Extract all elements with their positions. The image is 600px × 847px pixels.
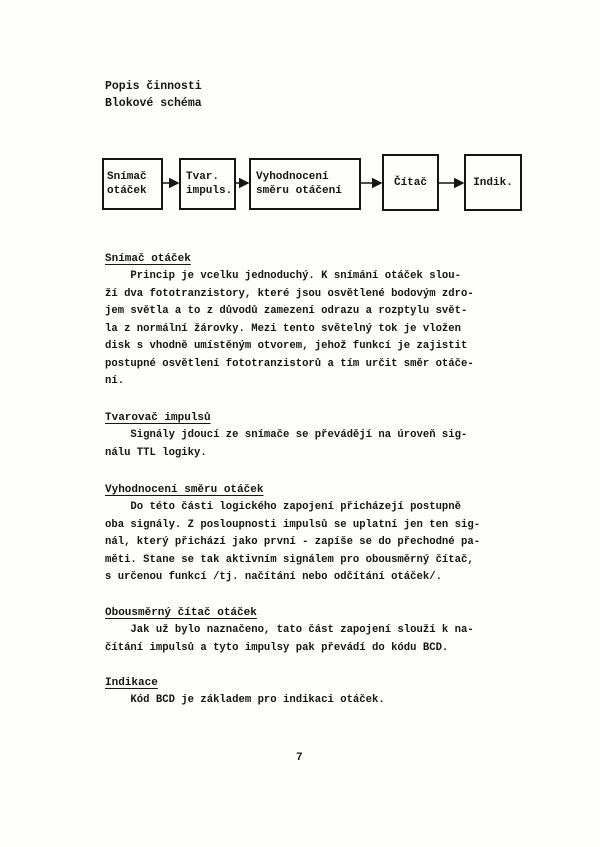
- section-text-snimac: [105, 268, 525, 391]
- section-title-snimac: Snímač otáček: [105, 253, 191, 265]
- section-text-tvarovac: [105, 427, 525, 462]
- block-citac-label: Čítač: [393, 176, 427, 189]
- section-title-vyhodnoceni: Vyhodnocení směru otáček: [105, 484, 264, 496]
- section-title-tvarovac: Tvarovač impulsů: [105, 412, 211, 424]
- text-line: la z normální žárovky. Mezi tento světelný tok je vložen: [105, 322, 462, 335]
- text-line: měti. Stane se tak aktivním signálem pro obousměrný čítač,: [105, 553, 474, 566]
- text-line: nálu TTL logiky.: [105, 446, 207, 459]
- block-tvarovac-line2: impuls.: [186, 185, 233, 197]
- text-line: disk s vhodně umístěným otvorem, jehož funkcí je zajistit: [105, 340, 468, 352]
- text-line: Signály jdoucí ze snímače se převádějí na úroveň sig-: [105, 429, 468, 441]
- text-line: oba signály. Z posloupnosti impulsů se uplatní jen ten sig-: [105, 518, 481, 531]
- section-title-citac: Obousměrný čítač otáček: [105, 607, 257, 619]
- text-line: jem světla a to z důvodů zamezení odrazu a rozptylu svět-: [105, 305, 468, 317]
- text-line: čítání impulsů a tyto impulsy pak převádí do kódu BCD.: [105, 641, 449, 654]
- text-line: Kód BCD je základem pro indikaci otáček.: [105, 694, 385, 706]
- text-line: Jak už bylo naznačeno, tato část zapojení slouží k na-: [105, 624, 474, 636]
- section-title-indikace: Indikace: [105, 677, 158, 689]
- text-line: postupné osvětlení fototranzistorů a tím určit směr otáče-: [105, 357, 474, 370]
- text-line: Do této části logického zapojení přicházejí postupně: [105, 501, 462, 513]
- page-number: 7: [296, 752, 303, 764]
- block-snimac-line1: Snímač: [107, 171, 147, 183]
- block-indikace-label: Indik.: [473, 176, 513, 189]
- section-text-vyhodnoceni: [105, 499, 525, 587]
- text-line: Princip je vcelku jednoduchý. K snímání otáček slou-: [105, 270, 462, 282]
- block-vyhodnoceni-line2: směru otáčení: [256, 185, 342, 197]
- block-snimac-line2: otáček: [107, 185, 147, 197]
- section-text-indikace: [105, 692, 525, 710]
- header-title: Popis činnosti: [105, 80, 202, 93]
- section-text-citac: [105, 622, 525, 657]
- block-tvarovac-line1: Tvar.: [186, 171, 220, 183]
- text-line: nál, který přichází jako první - zapíše se do přechodné pa-: [105, 536, 481, 548]
- text-line: s určenou funkcí /tj. načítání nebo odčítání otáček/.: [105, 571, 442, 583]
- text-line: ží dva fototranzistory, které jsou osvětlené bodovým zdro-: [105, 287, 474, 300]
- text-line: ní.: [105, 375, 125, 387]
- block-vyhodnoceni-line1: Vyhodnocení: [256, 171, 329, 183]
- header-subtitle: Blokové schéma: [105, 97, 202, 110]
